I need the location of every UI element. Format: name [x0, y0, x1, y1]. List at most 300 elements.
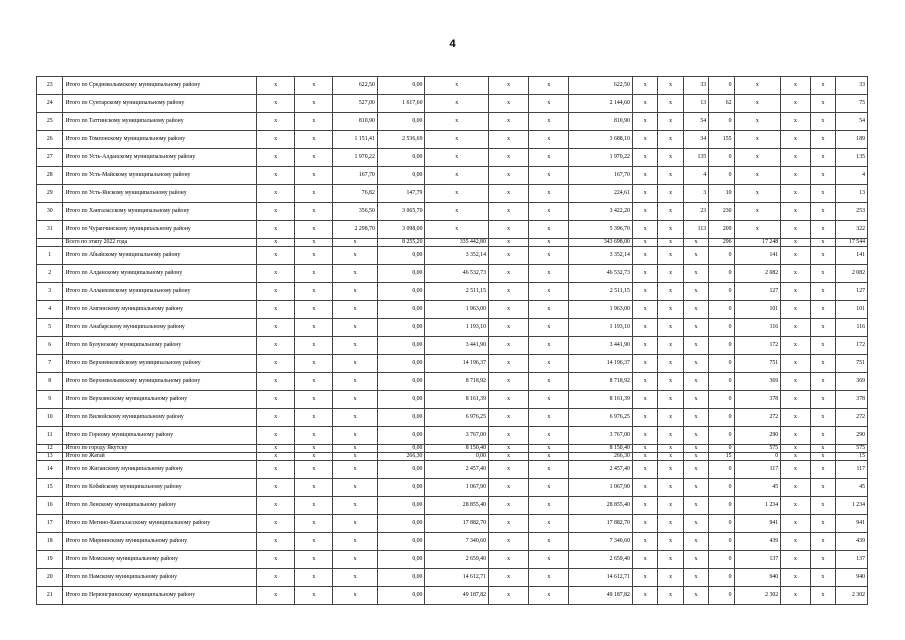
table-cell: х	[295, 427, 333, 445]
table-cell: х	[658, 427, 683, 445]
table-cell: 167,70	[569, 167, 633, 185]
row-number: 25	[37, 113, 63, 131]
table-cell: х	[529, 551, 569, 569]
table-cell: х	[810, 427, 835, 445]
table-cell: х	[295, 479, 333, 497]
table-cell: х	[295, 355, 333, 373]
table-cell: х	[295, 149, 333, 167]
table-cell: х	[529, 301, 569, 319]
table-cell: х	[529, 373, 569, 391]
table-cell: х	[810, 569, 835, 587]
row-name: Итого по Алданскому муниципальному району	[63, 265, 257, 283]
table-cell: х	[658, 301, 683, 319]
table-cell: х	[781, 239, 811, 247]
table-cell: 4	[836, 167, 868, 185]
table-cell: х	[295, 497, 333, 515]
table-cell: 2 457,40	[569, 461, 633, 479]
table-cell: х	[295, 391, 333, 409]
table-cell: 8 255,20	[377, 239, 425, 247]
table-cell: х	[810, 391, 835, 409]
table-cell: х	[734, 113, 781, 131]
table-cell: 3 767,00	[425, 427, 489, 445]
table-cell: х	[295, 95, 333, 113]
table-row	[37, 355, 868, 373]
table-cell: х	[529, 587, 569, 605]
table-cell: 2 659,40	[425, 551, 489, 569]
table-cell: х	[295, 113, 333, 131]
row-name: Итого по Мегино-Кангаласскому муниципальному району	[63, 515, 257, 533]
table-cell: х	[810, 239, 835, 247]
table-cell: х	[295, 587, 333, 605]
table-cell: х	[529, 445, 569, 453]
table-cell: х	[632, 479, 657, 497]
table-row	[37, 515, 868, 533]
table-cell: 439	[734, 533, 781, 551]
table-cell: 0	[709, 149, 734, 167]
table-cell: 0,00	[377, 427, 425, 445]
table-cell: 49 187,82	[425, 587, 489, 605]
row-number: 24	[37, 95, 63, 113]
table-cell: 135	[683, 149, 708, 167]
row-name: Итого по Ленскому муниципальному району	[63, 497, 257, 515]
table-cell: 209	[709, 221, 734, 239]
table-cell: х	[488, 247, 528, 265]
table-cell: х	[529, 185, 569, 203]
table-cell: х	[810, 149, 835, 167]
table-cell: 0,00	[377, 461, 425, 479]
table-cell: х	[810, 373, 835, 391]
table-cell: х	[425, 221, 489, 239]
table-cell: х	[295, 131, 333, 149]
table-cell: х	[529, 391, 569, 409]
table-cell: х	[257, 301, 295, 319]
table-cell: х	[658, 497, 683, 515]
table-cell: х	[333, 319, 377, 337]
table-row	[37, 319, 868, 337]
row-name: Итого по Таттинскому муниципальному району	[63, 113, 257, 131]
table-cell: х	[632, 221, 657, 239]
row-number: 17	[37, 515, 63, 533]
table-cell: х	[810, 203, 835, 221]
table-cell: х	[333, 427, 377, 445]
table-cell: х	[488, 265, 528, 283]
table-cell: 0,00	[377, 265, 425, 283]
table-cell: х	[683, 569, 708, 587]
table-cell: х	[810, 453, 835, 461]
table-cell: х	[529, 247, 569, 265]
table-cell: 3 352,14	[425, 247, 489, 265]
table-cell: х	[488, 185, 528, 203]
table-cell: х	[529, 427, 569, 445]
table-cell: х	[658, 533, 683, 551]
table-cell: х	[632, 301, 657, 319]
table-cell: 76,82	[333, 185, 377, 203]
table-cell: х	[632, 569, 657, 587]
table-cell: 356,50	[333, 203, 377, 221]
table-cell: 8 161,39	[425, 391, 489, 409]
table-cell: х	[632, 533, 657, 551]
table-cell: х	[632, 515, 657, 533]
row-number: 12	[37, 445, 63, 453]
table-cell: х	[488, 77, 528, 95]
table-cell: х	[632, 131, 657, 149]
table-cell: х	[257, 551, 295, 569]
table-cell: х	[488, 113, 528, 131]
table-cell: х	[257, 185, 295, 203]
table-cell: 137	[836, 551, 868, 569]
table-cell: 17 882,70	[569, 515, 633, 533]
table-cell: 272	[734, 409, 781, 427]
table-row	[37, 479, 868, 497]
table-cell: х	[295, 533, 333, 551]
table-cell: х	[529, 221, 569, 239]
table-cell: х	[810, 319, 835, 337]
table-cell: х	[529, 265, 569, 283]
table-cell: 2 511,15	[425, 283, 489, 301]
row-number: 4	[37, 301, 63, 319]
table-cell: 622,50	[333, 77, 377, 95]
table-cell: х	[529, 131, 569, 149]
table-cell: 575	[734, 445, 781, 453]
table-cell: х	[425, 95, 489, 113]
row-number: 26	[37, 131, 63, 149]
table-cell: х	[781, 301, 811, 319]
table-cell: х	[658, 453, 683, 461]
table-cell: х	[632, 319, 657, 337]
table-cell: 378	[734, 391, 781, 409]
table-cell: х	[632, 167, 657, 185]
table-cell: 0	[734, 453, 781, 461]
table-cell: 0,00	[377, 355, 425, 373]
table-cell: х	[333, 391, 377, 409]
table-cell: 127	[836, 283, 868, 301]
table-cell: 54	[683, 113, 708, 131]
table-cell: х	[810, 497, 835, 515]
table-row	[37, 427, 868, 445]
table-cell: х	[425, 167, 489, 185]
row-number: 13	[37, 453, 63, 461]
table-cell: х	[295, 373, 333, 391]
table-cell: х	[781, 221, 811, 239]
table-cell: х	[683, 337, 708, 355]
table-cell: х	[658, 265, 683, 283]
table-cell: х	[529, 337, 569, 355]
table-row	[37, 461, 868, 479]
table-cell: 0	[709, 373, 734, 391]
table-cell: х	[658, 373, 683, 391]
table-cell: х	[632, 427, 657, 445]
row-name: Итого по Момскому муниципальному району	[63, 551, 257, 569]
table-row	[37, 247, 868, 265]
table-cell: х	[781, 247, 811, 265]
table-cell: 0	[709, 77, 734, 95]
table-cell: х	[658, 239, 683, 247]
table-cell: х	[810, 337, 835, 355]
table-cell: х	[810, 265, 835, 283]
table-cell: х	[632, 355, 657, 373]
table-cell: 8 150,40	[569, 445, 633, 453]
table-cell: 117	[836, 461, 868, 479]
table-cell: х	[781, 587, 811, 605]
table-cell: х	[488, 373, 528, 391]
row-number: 20	[37, 569, 63, 587]
table-cell: 147,79	[377, 185, 425, 203]
table-cell: 0	[709, 167, 734, 185]
table-cell: 0,00	[377, 409, 425, 427]
table-cell: х	[658, 283, 683, 301]
table-cell: 137	[734, 551, 781, 569]
table-cell: х	[257, 355, 295, 373]
table-cell: х	[488, 283, 528, 301]
table-cell: 2 302	[734, 587, 781, 605]
table-cell: х	[333, 453, 377, 461]
row-name: Итого по Сунтарскому муниципальному району	[63, 95, 257, 113]
table-cell: 0,00	[377, 373, 425, 391]
table-cell: х	[333, 355, 377, 373]
table-cell: х	[257, 221, 295, 239]
table-cell: х	[488, 445, 528, 453]
table-cell: 33	[683, 77, 708, 95]
table-cell: х	[257, 77, 295, 95]
table-cell: 189	[836, 131, 868, 149]
table-cell: 751	[836, 355, 868, 373]
table-cell: х	[529, 453, 569, 461]
table-cell: х	[781, 445, 811, 453]
row-name: Итого по Горному муниципальному району	[63, 427, 257, 445]
table-cell: х	[333, 239, 377, 247]
table-cell: х	[683, 453, 708, 461]
row-number: 5	[37, 319, 63, 337]
table-cell: 230	[709, 203, 734, 221]
table-cell: 45	[836, 479, 868, 497]
table-cell: 940	[734, 569, 781, 587]
table-cell: х	[257, 337, 295, 355]
table-cell: х	[810, 301, 835, 319]
table-cell: х	[658, 77, 683, 95]
table-cell: 3	[683, 185, 708, 203]
row-name: Итого по Амгинскому муниципальному району	[63, 301, 257, 319]
table-cell: х	[529, 497, 569, 515]
table-cell: 1 970,22	[569, 149, 633, 167]
table-cell: х	[257, 497, 295, 515]
table-cell: х	[488, 239, 528, 247]
table-cell: х	[257, 461, 295, 479]
table-cell: х	[683, 319, 708, 337]
table-cell: 0,00	[377, 587, 425, 605]
table-row	[37, 533, 868, 551]
table-cell: х	[810, 113, 835, 131]
table-cell: х	[683, 409, 708, 427]
table-row	[37, 131, 868, 149]
table-cell: 141	[734, 247, 781, 265]
table-cell: х	[257, 391, 295, 409]
table-cell: х	[632, 95, 657, 113]
table-cell: х	[488, 203, 528, 221]
table-cell: х	[781, 95, 811, 113]
table-cell: х	[734, 149, 781, 167]
table-cell: 0,00	[377, 247, 425, 265]
table-cell: х	[658, 587, 683, 605]
table-cell: 0	[709, 461, 734, 479]
row-number	[37, 239, 63, 247]
table-cell: х	[683, 355, 708, 373]
table-cell: 0	[709, 533, 734, 551]
table-cell: 2 298,70	[333, 221, 377, 239]
table-cell: х	[488, 221, 528, 239]
table-cell: 0	[709, 113, 734, 131]
table-cell: х	[529, 533, 569, 551]
table-cell: 14 612,71	[425, 569, 489, 587]
table-cell: х	[257, 445, 295, 453]
table-cell: х	[257, 95, 295, 113]
table-cell: 1 151,41	[333, 131, 377, 149]
table-row	[37, 409, 868, 427]
table-row	[37, 497, 868, 515]
table-cell: х	[810, 479, 835, 497]
table-cell: 266,30	[569, 453, 633, 461]
table-cell: х	[810, 283, 835, 301]
row-number: 31	[37, 221, 63, 239]
data-table	[36, 76, 868, 605]
table-cell: х	[658, 551, 683, 569]
table-cell: х	[734, 221, 781, 239]
table-cell: х	[658, 355, 683, 373]
table-cell: 62	[709, 95, 734, 113]
table-cell: х	[781, 167, 811, 185]
row-name: Итого по Аллаиховскому муниципальному району	[63, 283, 257, 301]
table-cell: х	[683, 587, 708, 605]
table-cell: х	[295, 203, 333, 221]
table-cell: 2 659,40	[569, 551, 633, 569]
table-row	[37, 569, 868, 587]
table-cell: 135	[836, 149, 868, 167]
table-cell: 0	[709, 515, 734, 533]
table-cell: х	[632, 391, 657, 409]
table-cell: х	[632, 497, 657, 515]
table-cell: х	[658, 185, 683, 203]
table-cell: х	[658, 479, 683, 497]
table-cell: 290	[836, 427, 868, 445]
table-cell: х	[632, 265, 657, 283]
table-cell: 266,30	[377, 453, 425, 461]
table-cell: х	[257, 239, 295, 247]
table-cell: 3 441,90	[569, 337, 633, 355]
table-cell: х	[683, 239, 708, 247]
table-cell: х	[295, 461, 333, 479]
table-cell: 5 396,70	[569, 221, 633, 239]
table-cell: 2 082	[734, 265, 781, 283]
table-cell: х	[488, 355, 528, 373]
table-cell: 15	[709, 453, 734, 461]
table-cell: х	[683, 497, 708, 515]
table-cell: 439	[836, 533, 868, 551]
table-cell: х	[529, 479, 569, 497]
table-cell: х	[529, 355, 569, 373]
table-cell: х	[295, 185, 333, 203]
table-cell: 0,00	[377, 497, 425, 515]
table-row	[37, 551, 868, 569]
row-name: Итого по Нерюнгринскому муниципальному району	[63, 587, 257, 605]
table-cell: х	[257, 479, 295, 497]
table-cell: 17 248	[734, 239, 781, 247]
table-cell: х	[810, 551, 835, 569]
table-cell: 14 196,37	[425, 355, 489, 373]
table-cell: х	[529, 569, 569, 587]
table-cell: х	[529, 409, 569, 427]
table-cell: 941	[836, 515, 868, 533]
table-cell: 527,00	[333, 95, 377, 113]
table-cell: 369	[836, 373, 868, 391]
table-cell: х	[333, 551, 377, 569]
table-cell: х	[295, 551, 333, 569]
table-cell: 0	[709, 355, 734, 373]
table-cell: 172	[734, 337, 781, 355]
table-cell: х	[781, 391, 811, 409]
table-cell: х	[257, 283, 295, 301]
row-number: 7	[37, 355, 63, 373]
table-cell: х	[488, 533, 528, 551]
table-cell: х	[781, 533, 811, 551]
row-number: 10	[37, 409, 63, 427]
table-cell: 172	[836, 337, 868, 355]
row-name: Итого по Жиганскому муниципальному району	[63, 461, 257, 479]
table-cell: 296	[709, 239, 734, 247]
row-name: Итого по Усть-Алданскому муниципальному району	[63, 149, 257, 167]
row-name: Итого по Жатай	[63, 453, 257, 461]
table-cell: 0,00	[377, 113, 425, 131]
table-cell: х	[683, 247, 708, 265]
table-cell: х	[257, 203, 295, 221]
table-cell: х	[810, 355, 835, 373]
table-cell: 2 511,15	[569, 283, 633, 301]
table-cell: 6 976,25	[569, 409, 633, 427]
table-cell: х	[810, 77, 835, 95]
table-cell: х	[683, 391, 708, 409]
table-cell: 343 698,00	[569, 239, 633, 247]
table-cell: 1 234	[836, 497, 868, 515]
table-cell: х	[683, 551, 708, 569]
table-cell: х	[295, 167, 333, 185]
table-cell: 224,61	[569, 185, 633, 203]
table-cell: х	[295, 265, 333, 283]
table-cell: 10	[709, 185, 734, 203]
table-cell: 378	[836, 391, 868, 409]
table-cell: х	[734, 131, 781, 149]
table-cell: х	[810, 247, 835, 265]
table-cell: 28 855,40	[569, 497, 633, 515]
table-cell: х	[425, 149, 489, 167]
table-cell: 0	[709, 391, 734, 409]
table-cell: 0,00	[377, 77, 425, 95]
table-cell: х	[658, 391, 683, 409]
table-cell: х	[488, 95, 528, 113]
table-cell: 0	[709, 479, 734, 497]
table-cell: х	[295, 301, 333, 319]
table-cell: 8 150,40	[425, 445, 489, 453]
table-cell: 253	[836, 203, 868, 221]
table-row	[37, 95, 868, 113]
table-cell: 113	[683, 221, 708, 239]
table-cell: 1 067,90	[425, 479, 489, 497]
table-cell: х	[810, 95, 835, 113]
table-cell: 0,00	[377, 167, 425, 185]
table-cell: х	[295, 515, 333, 533]
table-cell: 810,90	[569, 113, 633, 131]
table-cell: х	[781, 479, 811, 497]
table-row	[37, 185, 868, 203]
table-cell: х	[781, 355, 811, 373]
table-cell: 0	[709, 587, 734, 605]
